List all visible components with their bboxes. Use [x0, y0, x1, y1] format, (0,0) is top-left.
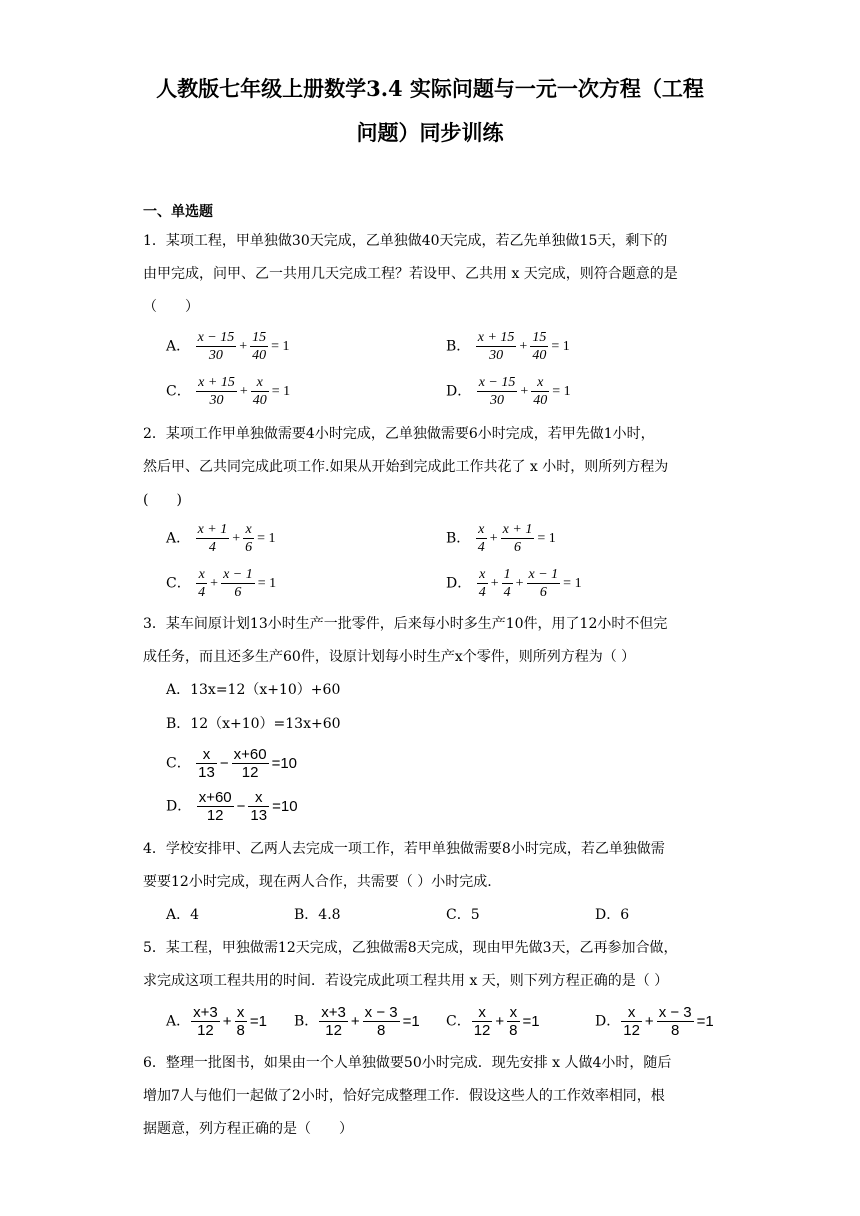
q4-text-line2: 要要12小时完成，现在两人合作，共需要（ ）小时完成.	[143, 874, 492, 890]
q6-text-line2: 增加7人与他们一起做了2小时，恰好完成整理工作．假设这些人的工作效率相同，根	[143, 1088, 665, 1104]
section-heading: 一、单选题	[143, 204, 213, 220]
q2-option-c[interactable]: C． $\frac{x}{4}$ + $\frac{x - 1}{6}$ = 1	[166, 567, 277, 600]
worksheet-title-line2: 问题）同步训练	[356, 120, 504, 145]
q4-option-d[interactable]: D．6	[595, 907, 630, 923]
q5-option-c[interactable]: C． $\frac{x}{12}$ + $\frac{x}{8}$ =1	[446, 1004, 540, 1039]
q5-text-line1: 5．某工程，甲独做需12天完成，乙独做需8天完成，现由甲先做3天，乙再参加合做，	[143, 940, 678, 956]
q4-option-a[interactable]: A．4	[166, 907, 200, 923]
q1-text-line3: （ ）	[143, 299, 199, 315]
q2-text-line1: 2．某项工作甲单独做需要4小时完成，乙单独做需要6小时完成，若甲先做1小时，	[143, 426, 655, 442]
q1-text-line2: 由甲完成，问甲、乙一共用几天完成工程？若设甲、乙共用 x 天完成，则符合题意的是	[143, 266, 678, 282]
q2-text-line2: 然后甲、乙共同完成此项工作.如果从开始到完成此工作共花了 x 小时，则所列方程为	[143, 459, 669, 475]
q2-option-a[interactable]: A． $\frac{x + 1}{4}$ + $\frac{x}{6}$ = 1	[166, 522, 276, 555]
q1-option-d[interactable]: D． $\frac{x - 15}{30}$ + $\frac{x}{40}$ = 1	[446, 375, 571, 408]
q2-text-line3: ( )	[143, 492, 182, 508]
q5-text-line2: 求完成这项工程共用的时间．若设完成此项工程共用 x 天，则下列方程正确的是（ ）	[143, 973, 669, 989]
q5-option-d[interactable]: D． $\frac{x}{12}$ + $\frac{x - 3}{8}$ =1	[595, 1004, 714, 1039]
worksheet-title-line1: 人教版七年级上册数学3.4 实际问题与一元一次方程（工程	[156, 76, 704, 101]
q2-option-d[interactable]: D． $\frac{x}{4}$ + $\frac{1}{4}$ + $\frac{x - 1}{6}$ = 1	[446, 567, 582, 600]
q3-text-line1: 3．某车间原计划13小时生产一批零件，后来每小时多生产10件，用了12小时不但完	[143, 616, 668, 632]
q4-option-c[interactable]: C．5	[446, 907, 480, 923]
q1-option-b[interactable]: B． $\frac{x + 15}{30}$ + $\frac{15}{40}$ = 1	[446, 330, 570, 363]
q3-option-c[interactable]: C． $\frac{x}{13}$ − $\frac{x+60}{12}$ =10	[166, 746, 298, 781]
q1-option-c[interactable]: C． $\frac{x + 15}{30}$ + $\frac{x}{40}$ = 1	[166, 375, 291, 408]
q3-text-line2: 成任务，而且还多生产60件，设原计划每小时生产x个零件，则所列方程为（ ）	[143, 649, 636, 665]
q2-option-b[interactable]: B． $\frac{x}{4}$ + $\frac{x + 1}{6}$ = 1	[446, 522, 556, 555]
q6-text-line1: 6．整理一批图书，如果由一个人单独做要50小时完成．现先安排 x 人做4小时，随后	[143, 1055, 672, 1071]
q6-text-line3: 据题意，列方程正确的是（ ）	[143, 1121, 353, 1137]
q3-option-d[interactable]: D． $\frac{x+60}{12}$ − $\frac{x}{13}$ =10	[166, 789, 298, 824]
q3-option-a[interactable]: A．13x=12（x+10）+60	[166, 682, 341, 698]
q5-option-b[interactable]: B． $\frac{x+3}{12}$ + $\frac{x - 3}{8}$ =1	[294, 1004, 420, 1039]
q1-text-line1: 1．某项工程，甲单独做30天完成，乙单独做40天完成，若乙先单独做15天，剩下的	[143, 233, 668, 249]
q5-option-a[interactable]: A． $\frac{x+3}{12}$ + $\frac{x}{8}$ =1	[166, 1004, 267, 1039]
q3-option-b[interactable]: B．12（x+10）=13x+60	[166, 716, 341, 732]
q1-option-a[interactable]: A． $\frac{x - 15}{30}$ + $\frac{15}{40}$ = 1	[166, 330, 290, 363]
q4-text-line1: 4．学校安排甲、乙两人去完成一项工作，若甲单独做需要8小时完成，若乙单独做需	[143, 841, 665, 857]
q4-option-b[interactable]: B．4.8	[294, 907, 341, 923]
